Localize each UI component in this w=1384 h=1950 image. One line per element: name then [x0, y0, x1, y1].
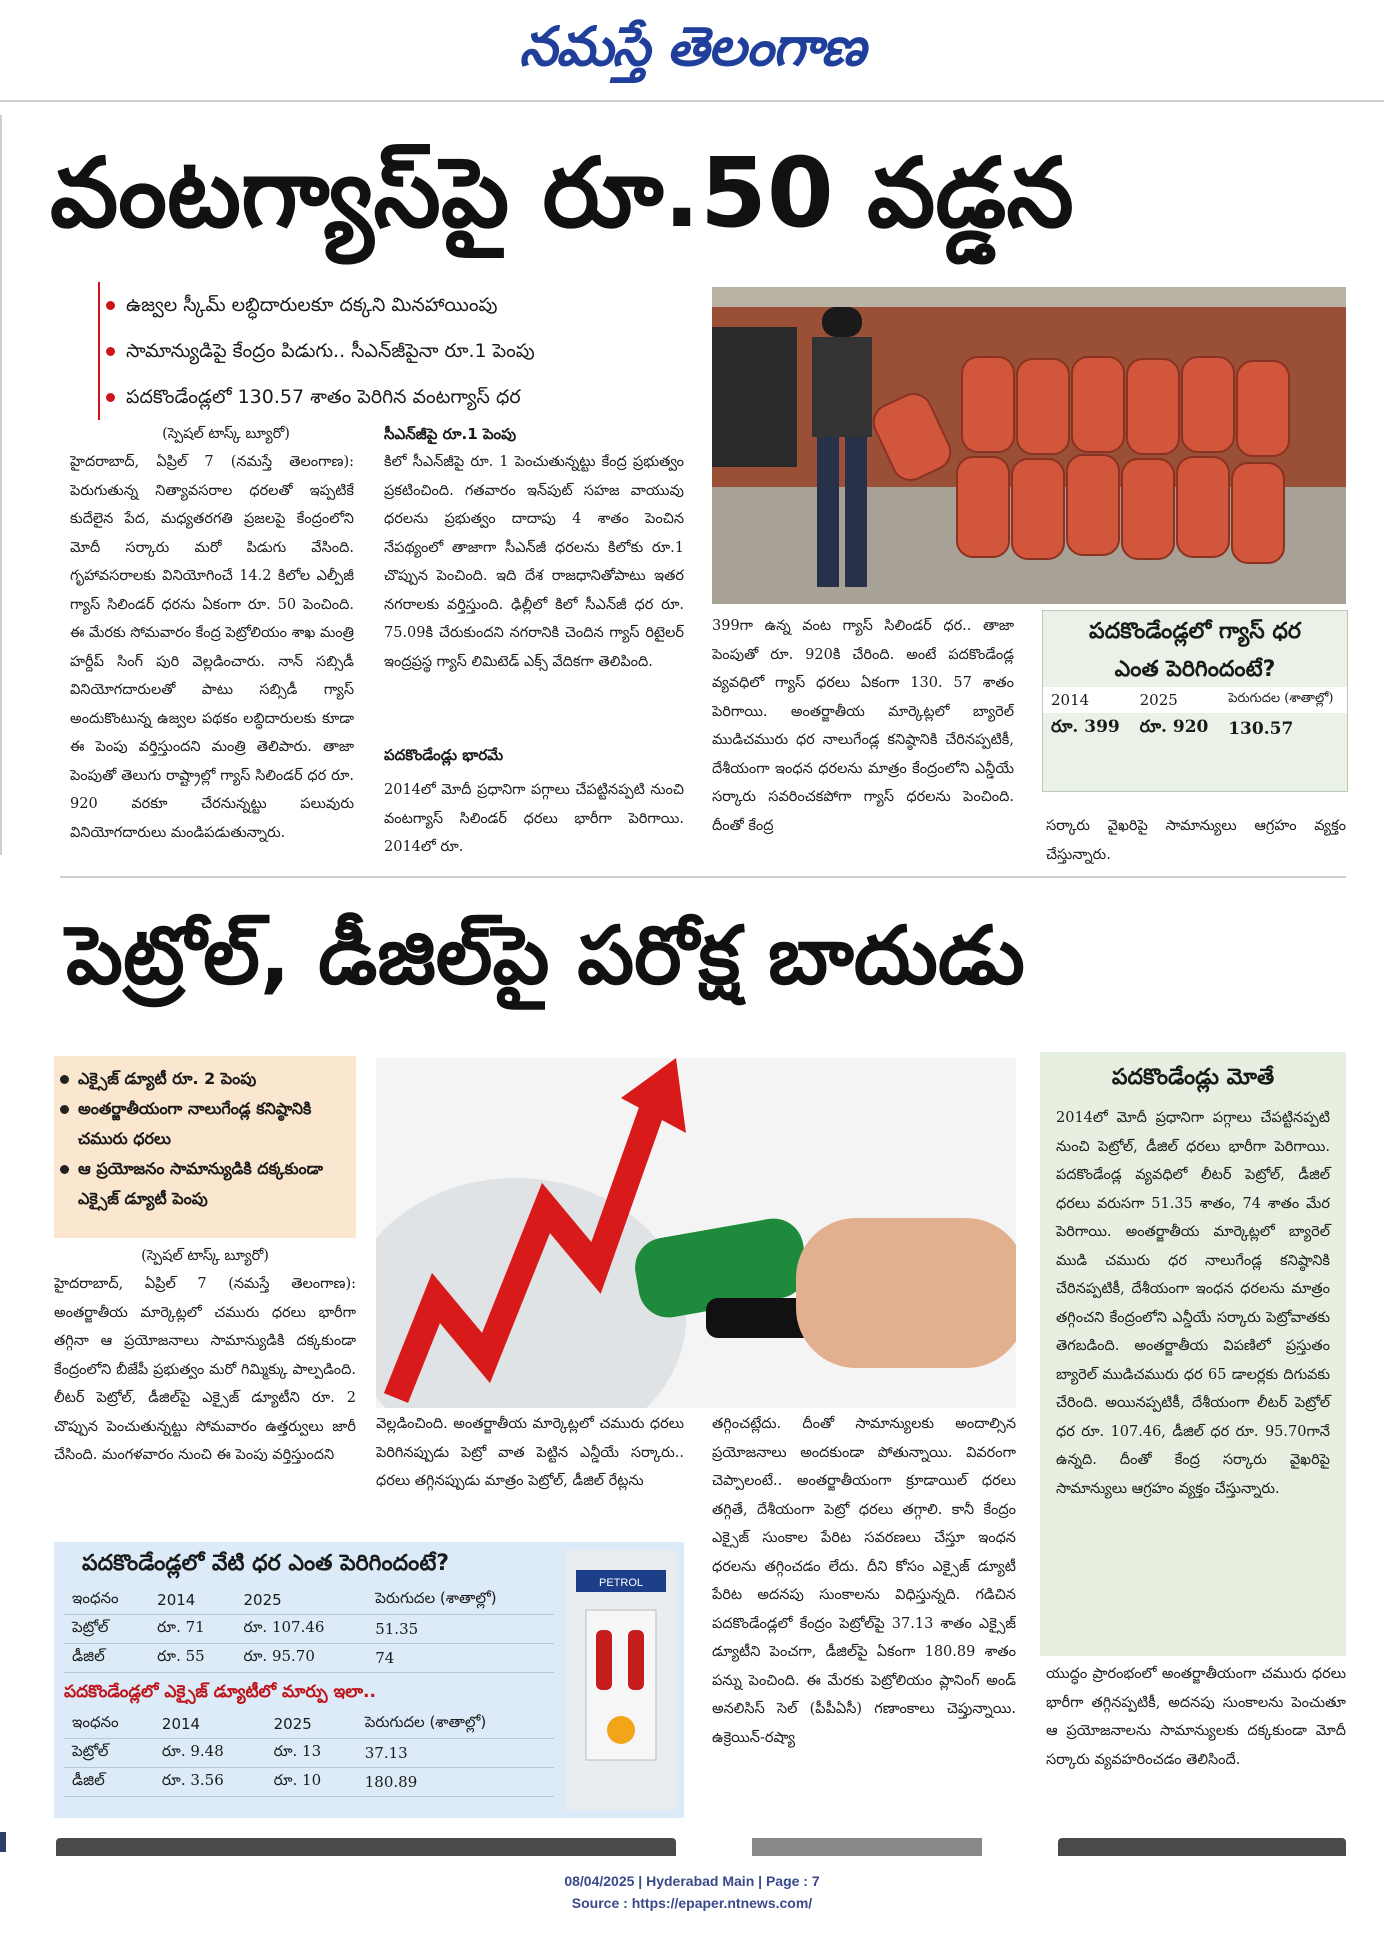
table-cell: 51.35 [367, 1615, 554, 1644]
story2-headline: పెట్రోల్, డీజిల్‌పై పరోక్ష బాదుడు [66, 909, 1025, 1002]
story1-subhead-burden: పదకొండేండ్లు భారమే [384, 746, 504, 764]
story1-bullets [98, 282, 700, 420]
table-cell: పెట్రోల్ [64, 1739, 154, 1768]
table-header: 2014 [1051, 691, 1090, 709]
story1-column2b: 2014లో మోదీ ప్రధానిగా పగ్గాలు చేపట్టినప్పటి నుంచి వంటగ్యాస్ సిలిండర్ ధరలు భారీగా పెరిగాయి. 2014లో రూ. [384, 782, 684, 855]
price-table-title: పదకొండేండ్లలో వేటి ధర ఎంత పెరిగిందంటే? [82, 1551, 450, 1576]
table-header: ఇంధనం [64, 1710, 154, 1739]
story2-sidebar [1040, 1052, 1346, 1656]
story2-column3: తగ్గించట్లేదు. దీంతో సామాన్యులకు అందాల్సిన ప్రయోజనాలు అందకుండా పోతున్నాయి. వివరంగా చెప్పాలంటే.. అంతర్జాతీయంగా క్రూడాయిల్ ధరలు తగ్గితే, దేశీయంగా పెట్రో ధరలు తగ్గాలి. కానీ కేంద్రం ఎక్సైజ్ సుంకాల పేరిట సవరణలు చేస్తూ ఇంధన ధరలను తగ్గించడం లేదు. దీని కోసం ఎక్సైజ్ డ్యూటీ పేరిట అదనపు సుంకాలను విధిస్తున్నది. గడిచిన పదకొండేండ్లలో కేంద్రం పెట్రోల్‌పై 37.13 శాతం ఎక్సైజ్ డ్యూటీని పెంచగా, డీజిల్‌పై ఏకంగా 180.89 శాతం పన్ను పెంచింది. ఈ మేరకు పెట్రోలియం ప్లానింగ్ అండ్ అనలిసిస్ సెల్ (పీపీఏసీ) గణాంకాలు చెప్తున్నాయి. ఉక్రెయిన్-రష్యా [712, 1416, 1016, 1746]
table-cell: రూ. 107.46 [236, 1615, 368, 1644]
table-cell: డీజిల్ [64, 1644, 149, 1673]
table-cell: రూ. 3.56 [154, 1768, 266, 1797]
table-cell: డీజిల్ [64, 1768, 154, 1797]
story2-column1: హైదరాబాద్, ఏప్రిల్ 7 (నమస్తే తెలంగాణ): అంతర్జాతీయ మార్కెట్లలో చమురు ధరలు భారీగా తగ్గినా ఆ ప్రయోజనాలు సామాన్యుడికి దక్కకుండా కేంద్రంలోని బీజేపీ ప్రభుత్వం మరో గిమ్మిక్కు పాల్పడింది. లీటర్ పెట్రోల్, డీజిల్‌పై ఎక్సైజ్ డ్యూటీని రూ. 2 చొప్పున పెంచుతున్నట్టు సోమవారం ఉత్తర్వులు జారీ చేసింది. మంగళవారం నుంచి ఈ పెంపు వర్తిస్తుందని [54, 1276, 356, 1463]
left-margin-rule [0, 115, 2, 855]
table-cell: రూ. 55 [149, 1644, 235, 1673]
petrol-pump-photo [566, 1550, 676, 1810]
table-header: ఇంధనం [64, 1586, 149, 1615]
gas-price-table [1043, 687, 1347, 745]
story1-subhead-cng: సీఎన్‌జీపై రూ.1 పెంపు [384, 425, 517, 443]
table-cell: 74 [367, 1644, 554, 1673]
excise-table-title: పదకొండేండ్లలో ఎక్సైజ్ డ్యూటీలో మార్పు ఇలా.. [64, 1682, 376, 1702]
footer-date-edition: 08/04/2025 | Hyderabad Main | Page : 7 [564, 1873, 820, 1889]
story1-column4: సర్కారు వైఖరిపై సామాన్యులు ఆగ్రహం వ్యక్తం చేస్తున్నారు. [1046, 818, 1346, 863]
gas-cylinder-illustration [712, 287, 1346, 604]
sidebar-text: 2014లో మోదీ ప్రధానిగా పగ్గాలు చేపట్టినప్పటి నుంచి పెట్రోల్, డీజిల్ ధరలు భారీగా పెరిగాయి. పదకొండేండ్ల వ్యవధిలో లీటర్ పెట్రోల్, డీజిల్ ధరలు వరుసగా 51.35 శాతం, 74 శాతం మేర పెరిగాయి. అంతర్జాతీయ మార్కెట్లలో బ్యారెల్ ముడి చమురు ధర నాలుగేండ్ల కనిష్ఠానికి చేరినప్పటికీ, దేశీయంగా ఇంధన ధరలను మాత్రం తగ్గించని కేంద్రంలోని ఎన్డీయే సర్కారు పెట్రోవాతకు తెగబడింది. అంతర్జాతీయ విపణిలో ప్రస్తుతం బ్యారెల్ ముడిచమురు ధర 65 డాలర్లకు దిగువకు చేరింది. అయినప్పటికీ, దేశీయంగా లీటర్ పెట్రోల్ ధర రూ. 107.46, డీజిల్ ధర రూ. 95.70గానే ఉన్నది. దీంతో కేంద్ర సర్కారు వైఖరిపై సామాన్యులు ఆగ్రహం వ్యక్తం చేస్తున్నారు. [1056, 1110, 1330, 1497]
table-header: పెరుగుదల (శాతాల్లో) [1228, 691, 1334, 706]
bullet-item: సామాన్యుడిపై కేంద్రం పిడుగు.. సీఎన్‌జీపైనా రూ.1 పెంపు [100, 328, 700, 374]
table-cell: 180.89 [357, 1768, 554, 1797]
infobox-title-line2: ఎంత పెరిగిందంటే? [1114, 657, 1276, 682]
teaser-headline-right [1058, 1838, 1346, 1856]
story2-byline: (స్పెషల్ టాస్క్ బ్యూరో) [141, 1248, 269, 1264]
bullet-item: అంతర్జాతీయంగా నాలుగేండ్ల కనిష్ఠానికి చమురు ధరలు [54, 1094, 356, 1154]
table-header: పెరుగుదల (శాతాల్లో) [357, 1710, 554, 1739]
table-header: 2014 [149, 1586, 235, 1615]
fuel-pump-photo [376, 1058, 1016, 1408]
table-header: 2014 [154, 1710, 266, 1739]
bullet-item: ఎక్సైజ్ డ్యూటీ రూ. 2 పెంపు [54, 1064, 356, 1094]
fuel-price-table [64, 1586, 554, 1673]
pump-sign-text: PETROL [598, 1577, 644, 1589]
excise-duty-table [64, 1710, 554, 1797]
table-cell: పెట్రోల్ [64, 1615, 149, 1644]
table-header: 2025 [266, 1710, 357, 1739]
table-header: 2025 [236, 1586, 368, 1615]
story1-column3: 399గా ఉన్న వంట గ్యాస్ సిలిండర్ ధర.. తాజా పెంపుతో రూ. 920కి చేరింది. అంటే పదకొండేండ్ల వ్యవధిలో గ్యాస్ ధరలు ఏకంగా 130. 57 శాతం పెరిగాయి. అంతర్జాతీయ మార్కెట్లలో బ్యారెల్ ముడిచమురు ధర నాలుగేండ్ల కనిష్ఠానికి చేరినప్పటికీ, దేశీయంగా ఇంధన ధరలను మాత్రం కేంద్రంలోని ఎన్డీయే సర్కారు సవరించకపోగా గ్యాస్ ధరలను పెంచింది. దీంతో కేంద్ర [712, 618, 1014, 834]
table-cell: రూ. 920 [1139, 717, 1209, 737]
infobox-title-line1: పదకొండేండ్లలో గ్యాస్ ధర [1089, 619, 1301, 644]
table-cell: 130.57 [1228, 719, 1294, 739]
newspaper-logo: నమస్తే తెలంగాణ [519, 14, 865, 78]
table-cell: రూ. 9.48 [154, 1739, 266, 1768]
story1-headline: వంటగ్యాస్‌పై రూ.50 వడ్డన [50, 137, 1074, 249]
story2-bullets [54, 1056, 356, 1238]
bullet-item: ఉజ్వల స్కీమ్ లబ్ధిదారులకూ దక్కని మినహాయింపు [100, 282, 700, 328]
story-divider [60, 876, 1346, 878]
table-cell: రూ. 71 [149, 1615, 235, 1644]
bullet-item: పదకొండేండ్లలో 130.57 శాతం పెరిగిన వంటగ్యాస్ ధర [100, 374, 700, 420]
story2-column2: వెల్లడించింది. అంతర్జాతీయ మార్కెట్లలో చమురు ధరలు పెరిగినప్పుడు పెట్రో వాత పెట్టిన ఎన్డీయే సర్కారు.. ధరలు తగ్గినప్పుడు మాత్రం పెట్రోల్, డీజిల్ రేట్లను [376, 1416, 684, 1489]
strip-marker [0, 1832, 6, 1852]
story1-column1: హైదరాబాద్, ఏప్రిల్ 7 (నమస్తే తెలంగాణ): పెరుగుతున్న నిత్యావసరాల ధరలతో ఇప్పటికే కుదేలైన పేద, మధ్యతరగతి ప్రజలపై కేంద్రంలోని మోదీ సర్కారు మరో పిడుగు వేసింది. గృహావసరాలకు వినియోగించే 14.2 కిలోల ఎల్పీజీ గ్యాస్ సిలిండర్ ధరను ఏకంగా రూ. 50 పెంచింది. ఈ మేరకు సోమవారం కేంద్ర పెట్రోలియం శాఖ మంత్రి హర్దీప్ సింగ్ పురి వెల్లడించారు. నాన్ సబ్సిడీ వినియోగదారులతో పాటు సబ్సిడీ గ్యాస్ అందుకొంటున్న ఉజ్వల పథకం లబ్ధిదారులకు కూడా ఈ పెంపు వర్తిస్తుందని మంత్రి తెలిపారు. తాజా పెంపుతో తెలుగు రాష్ట్రాల్లో గ్యాస్ సిలిండర్ ధర రూ. 920 వరకూ చేరనున్నట్టు పలువురు వినియోగదారులు మండిపడుతున్నారు. [70, 454, 354, 841]
masthead-divider [0, 100, 1384, 102]
table-cell: రూ. 399 [1051, 717, 1120, 737]
story2-column4: యుద్ధం ప్రారంభంలో అంతర్జాతీయంగా చమురు ధరలు భారీగా తగ్గినప్పటికీ, అదనపు సుంకాలను పెంచుతూ ఆ ప్రయోజనాలను సామాన్యులకు దక్కకుండా మోదీ సర్కారు వ్యవహరించడం తెలిసిందే. [1046, 1666, 1346, 1768]
sidebar-title: పదకొండేండ్లు మోతే [1111, 1065, 1275, 1090]
teaser-headline-left [56, 1838, 676, 1856]
table-cell: 37.13 [357, 1739, 554, 1768]
story1-column2a: కిలో సీఎన్‌జీపై రూ. 1 పెంచుతున్నట్టు కేంద్ర ప్రభుత్వం ప్రకటించింది. గతవారం ఇన్‌పుట్ సహజ వాయువు ధరలను ప్రభుత్వం దాదాపు 4 శాతం పెంచిన నేపథ్యంలో తాజాగా సీఎన్‌జీ ధరలను కిలోకు రూ.1 చొప్పున పెంచింది. ఇది దేశ రాజధానితోపాటు ఇతర నగరాలకు వర్తిస్తుంది. ఢిల్లీలో కిలో సీఎన్‌జీ ధర రూ. 75.09కి చేరుకుందని నగరానికి చెందిన గ్యాస్ రిటైలర్ ఇంద్రప్రస్థ గ్యాస్ లిమిటెడ్ ఎక్స్ వేదికగా తెలిపింది. [384, 454, 684, 670]
gas-cylinder-photo [712, 287, 1346, 604]
next-page-teaser-strip [0, 1828, 1384, 1856]
table-cell: రూ. 10 [266, 1768, 357, 1797]
table-header: పెరుగుదల (శాతాల్లో) [367, 1586, 554, 1615]
fuel-tables-box [54, 1542, 684, 1818]
gas-price-infobox [1042, 610, 1348, 792]
story1-byline: (స్పెషల్ టాస్క్ బ్యూరో) [162, 426, 290, 442]
table-cell: రూ. 95.70 [236, 1644, 368, 1673]
footer-source: Source : https://epaper.ntnews.com/ [571, 1895, 813, 1911]
fuel-price-rise-illustration [376, 1058, 1016, 1408]
table-cell: రూ. 13 [266, 1739, 357, 1768]
page-footer [0, 1870, 1384, 1914]
table-header: 2025 [1139, 691, 1178, 709]
masthead [0, 0, 1384, 100]
bullet-item: ఆ ప్రయోజనం సామాన్యుడికి దక్కకుండా ఎక్సైజ్ డ్యూటీ పెంపు [54, 1154, 356, 1214]
teaser-headline-middle [752, 1838, 982, 1856]
petrol-pump-illustration [566, 1550, 676, 1810]
